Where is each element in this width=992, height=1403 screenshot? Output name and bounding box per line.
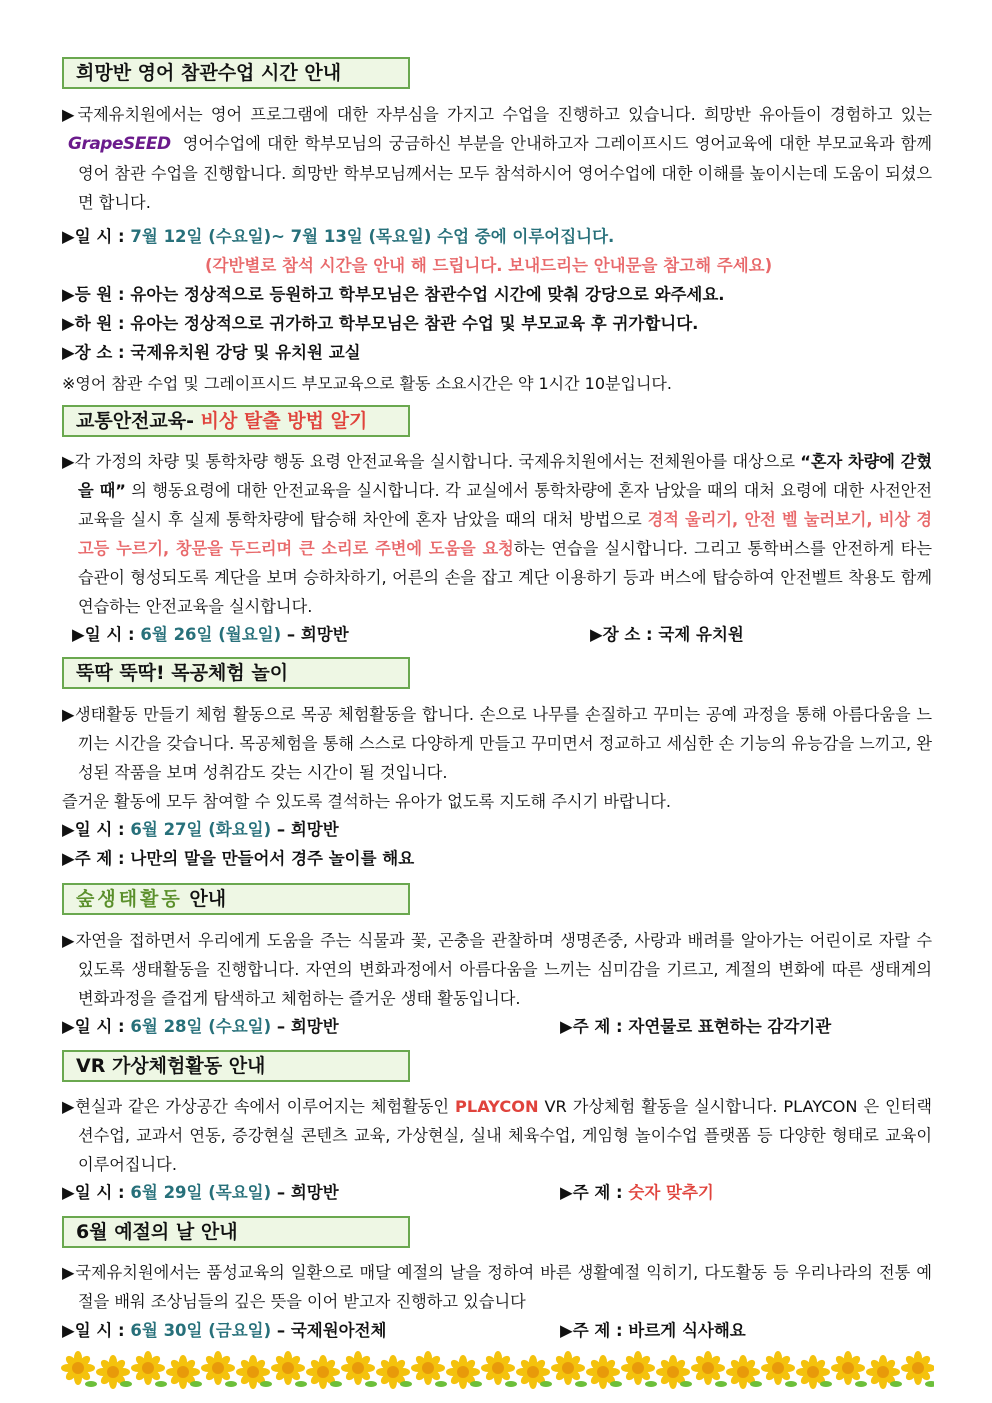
row-group: – 희망반 [271,1183,339,1202]
row-value: 유아는 정상적으로 귀가하고 학부모님은 참관 수업 및 부모교육 후 귀가합니다. [130,314,699,333]
flower-icon [621,1351,655,1385]
woodwork-date-row [62,819,339,841]
para-bold: “혼자 차량에 갇혔을 때” [78,452,933,500]
flower-icon [201,1351,235,1385]
leaf-icon [190,1381,202,1387]
traffic-place-row [590,624,744,646]
row-value: 6월 29일 (목요일) [130,1183,272,1202]
row-value: 국제 유치원 [658,625,744,644]
flower-icon [61,1351,95,1385]
title-text: 6월 예절의 날 안내 [76,1221,238,1243]
etiquette-paragraph [62,1258,932,1316]
leaf-icon [540,1381,552,1387]
row-label: ▶장 소 : [62,343,125,362]
flower-icon [131,1351,165,1385]
row-value: 6월 27일 (화요일) [130,820,272,839]
row-value: 자연물로 표현하는 감각기관 [628,1017,832,1036]
english-date-note: (각반별로 참석 시간을 안내 해 드립니다. 보내드리는 안내문을 참고해 주세요) [205,256,773,275]
title-text: VR 가상체험활동 안내 [76,1055,266,1077]
flower-icon [691,1351,725,1385]
leaf-icon [225,1381,237,1387]
leaf-icon [925,1381,934,1387]
flower-icon [271,1351,305,1385]
title-text: 뚝딱 뚝딱! 목공체험 놀이 [76,662,289,684]
row-label: ▶하 원 : [62,314,125,333]
row-label: ▶일 시 : [62,1321,125,1340]
leaf-icon [715,1381,727,1387]
row-label: ▶일 시 : [62,820,125,839]
leaf-icon [120,1381,132,1387]
flower-icon [341,1351,375,1385]
row-value: 국제유치원 강당 및 유치원 교실 [130,343,361,362]
leaf-icon [645,1381,657,1387]
row-label: ▶일 시 : [72,625,135,644]
para-text: VR 가상체험 활동을 실시합니다. PLAYCON 은 인터랙션수업, 교과서 연동, 증강현실 콘텐츠 교육, 가상현실, 실내 체육수업, 게임형 놀이수업 플랫폼 등 다양한 형태로 교육이 이루어집니다. [78,1097,932,1174]
para-text: 하는 연습을 실시합니다. 그리고 통학버스를 안전하게 타는 습관이 형성되도록 계단을 보며 승하차하기, 어른의 손을 잡고 계단 이용하기 등과 버스에 탑승하여 안전벨트 착용도 함께 연습하는 안전교육을 실시합니다. [78,539,932,616]
forest-ecology-paragraph [62,926,932,1013]
english-arrival-row [62,284,725,306]
leaf-icon [750,1381,762,1387]
leaf-icon [400,1381,412,1387]
row-group: – 국제원아전체 [271,1321,387,1340]
flower-icon [481,1351,515,1385]
leaf-icon [505,1381,517,1387]
row-value: 나만의 말을 만들어서 경주 놀이를 해요 [130,849,415,868]
para-text: ▶자연을 접하면서 우리에게 도움을 주는 식물과 꽃, 곤충을 관찰하며 생명존중, 사랑과 배려를 알아가는 어린이로 자랄 수 있도록 생태활동을 진행합니다. 자연의 변화과정에서 아름다움을 느끼는 심미감을 기르고, 계절의 변화에 따른 생태계의 변화과정을 즐겁게 탐색하고 체험하는 즐거운 생태 활동입니다. [62,931,932,1008]
flower-icon [761,1351,795,1385]
row-label: ▶주 제 : [62,849,125,868]
vr-date-row [62,1182,339,1204]
flower-icon [831,1351,865,1385]
row-group: – 희망반 [281,625,349,644]
leaf-icon [260,1381,272,1387]
leaf-icon [295,1381,307,1387]
title-highlight: 숲생태활동 [76,888,183,910]
leaf-icon [365,1381,377,1387]
title-text: 교통안전교육- [76,410,195,432]
row-value: 바르게 식사해요 [628,1321,746,1340]
para-text: ▶국제유치원에서는 영어 프로그램에 대한 자부심을 가지고 수업을 진행하고 있습니다. 희망반 유아들이 경험하고 있는 [62,105,932,124]
para-text: ▶각 가정의 차량 및 통학차량 행동 요령 안전교육을 실시합니다. 국제유치원에서는 전체원아를 대상으로 [62,452,795,471]
row-label: ▶장 소 : [590,625,653,644]
flower-border-decoration [60,1350,934,1390]
leaf-icon [785,1381,797,1387]
leaf-icon [435,1381,447,1387]
section-title-etiquette [62,1216,410,1248]
woodwork-topic-row [62,848,414,870]
para-text: 의 행동요령에 대한 안전교육을 실시합니다. 각 교실에서 통학차량에 혼자 남았을 때의 대처 요령에 대한 사전안전교육을 실시 후 실제 통학차량에 탑승해 차안에 혼자 남았을 때의 대처 방법으로 [78,481,932,529]
leaf-icon [155,1381,167,1387]
para-text: ▶생태활동 만들기 체험 활동으로 목공 체험활동을 합니다. 손으로 나무를 손질하고 꾸미는 공예 과정을 통해 아름다움을 느끼는 시간을 갖습니다. 목공체험을 통해 스스로 다양하게 만들고 꾸미면서 정교하고 세심한 손 기능의 유능감을 느끼고, 완성된 작품을 보며 성취감도 갖는 시간이 될 것입니다. [62,705,932,782]
leaf-icon [470,1381,482,1387]
row-group: – 희망반 [271,1017,339,1036]
traffic-safety-paragraph [62,447,932,621]
row-label: ▶주 제 : [560,1183,623,1202]
para-highlight: PLAYCON [455,1097,539,1116]
row-value: 7월 12일 (수요일)~ 7월 13일 (목요일) 수업 중에 이루어집니다. [130,227,615,246]
forest-topic-row [560,1016,831,1038]
para-text: ▶현실과 같은 가상공간 속에서 이루어지는 체험활동인 [62,1097,456,1116]
row-value: 유아는 정상적으로 등원하고 학부모님은 참관수업 시간에 맞춰 강당으로 와주세요. [130,285,725,304]
forest-date-row [62,1016,339,1038]
grapeseed-logo: GrapeSEED [68,134,171,154]
leaf-icon [820,1381,832,1387]
title-text: 희망반 영어 참관수업 시간 안내 [76,62,342,84]
row-label: ▶일 시 : [62,227,125,246]
flower-icon [411,1351,445,1385]
leaf-icon [330,1381,342,1387]
section-title-forest-ecology [62,883,410,915]
leaf-icon [855,1381,867,1387]
row-label: ▶주 제 : [560,1321,623,1340]
english-observation-paragraph [62,100,932,217]
row-group: – 희망반 [271,820,339,839]
row-value: 6월 28일 (수요일) [130,1017,272,1036]
row-label: ▶등 원 : [62,285,125,304]
section-title-english-observation [62,57,410,89]
etiquette-topic-row [560,1320,746,1342]
vr-topic-row [560,1182,714,1204]
row-value: 숫자 맞추기 [628,1183,714,1202]
para-highlight: 경적 울리기, 안전 벨 눌러보기, 비상 경고등 누르기, 창문을 두드리며 큰 소리로 주변에 도움을 요청 [78,510,933,558]
leaf-icon [575,1381,587,1387]
row-label: ▶일 시 : [62,1183,125,1202]
english-note: ※영어 참관 수업 및 그레이프시드 부모교육으로 활동 소요시간은 약 1시간 10분입니다. [62,374,672,393]
english-date-row [62,226,614,248]
leaf-icon [680,1381,692,1387]
title-highlight: 비상 탈출 방법 알기 [194,410,368,432]
leaf-icon [610,1381,622,1387]
leaf-icon [85,1381,97,1387]
flower-icon [551,1351,585,1385]
woodwork-paragraph [62,700,932,816]
para-text: 영어수업에 대한 학부모님의 궁금하신 부분을 안내하고자 그레이프시드 영어교육에 대한 부모교육과 함께 영어 참관 수업을 진행합니다. 희망반 학부모님께서는 모두 참석하시어 영어수업에 대한 이해를 높이시는데 도움이 되셨으면 합니다. [78,134,932,212]
section-title-woodwork [62,657,410,689]
english-departure-row [62,313,698,335]
para-text: ▶국제유치원에서는 품성교육의 일환으로 매달 예절의 날을 정하여 바른 생활예절 익히기, 다도활동 등 우리나라의 전통 예절을 배워 조상님들의 깊은 뜻을 이어 받고자 진행하고 있습니다 [62,1263,932,1311]
title-text: 안내 [182,888,227,910]
row-label: ▶일 시 : [62,1017,125,1036]
english-place-row [62,342,361,364]
section-title-traffic-safety [62,405,410,437]
para-text: 즐거운 활동에 모두 참여할 수 있도록 결석하는 유아가 없도록 지도해 주시기 바랍니다. [62,792,672,811]
row-value: 6월 26일 (월요일) [140,625,282,644]
vr-paragraph [62,1092,932,1179]
section-title-vr [62,1050,410,1082]
row-label: ▶주 제 : [560,1017,623,1036]
row-value: 6월 30일 (금요일) [130,1321,272,1340]
etiquette-date-row [62,1320,387,1342]
traffic-date-row [72,624,349,646]
flower-icon [901,1351,934,1385]
leaf-icon [890,1381,902,1387]
